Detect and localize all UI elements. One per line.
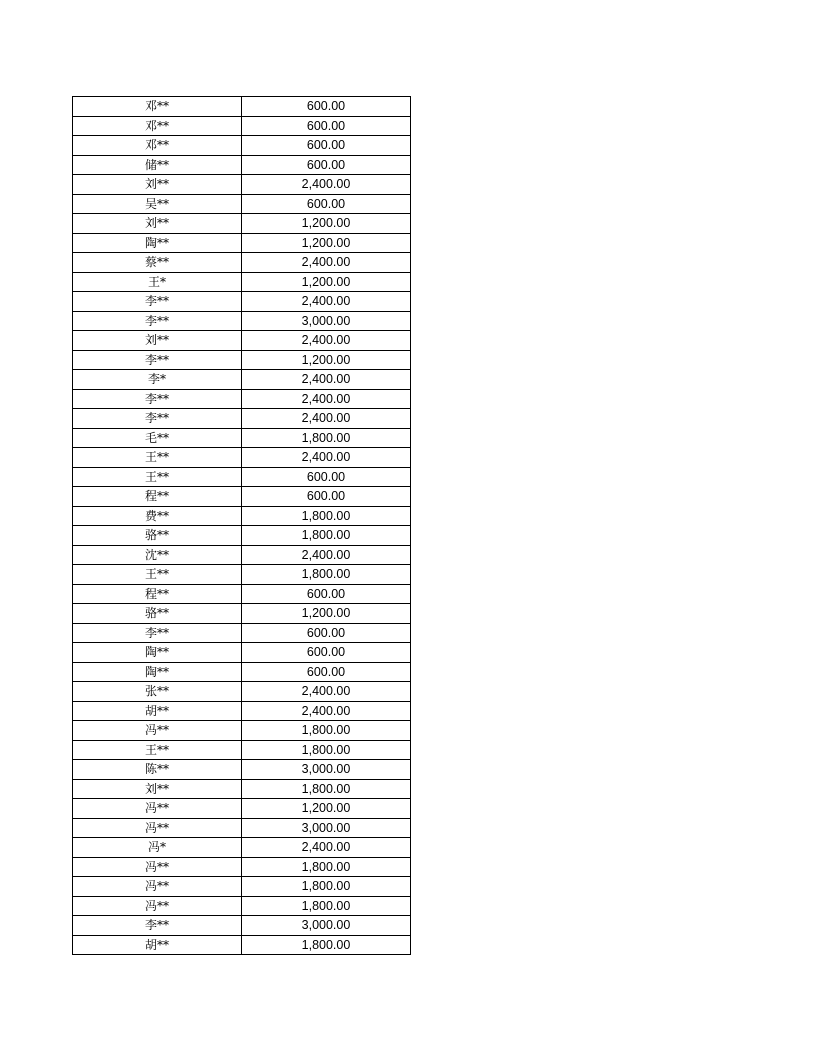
amount-cell: 600.00 bbox=[242, 97, 411, 117]
name-cell: 刘** bbox=[73, 331, 242, 351]
table-row bbox=[73, 155, 411, 175]
name-cell: 程** bbox=[73, 584, 242, 604]
amount-cell: 1,200.00 bbox=[242, 799, 411, 819]
table-row bbox=[73, 799, 411, 819]
name-cell: 邓** bbox=[73, 116, 242, 136]
name-cell: 陶** bbox=[73, 662, 242, 682]
table-row bbox=[73, 448, 411, 468]
name-cell: 李** bbox=[73, 292, 242, 312]
table-row bbox=[73, 662, 411, 682]
amount-cell: 2,400.00 bbox=[242, 175, 411, 195]
amount-cell: 2,400.00 bbox=[242, 389, 411, 409]
amount-cell: 2,400.00 bbox=[242, 292, 411, 312]
amount-cell: 3,000.00 bbox=[242, 311, 411, 331]
name-cell: 陶** bbox=[73, 643, 242, 663]
name-cell: 李** bbox=[73, 916, 242, 936]
name-cell: 邓** bbox=[73, 136, 242, 156]
name-cell: 邓** bbox=[73, 97, 242, 117]
name-cell: 李** bbox=[73, 389, 242, 409]
amount-cell: 1,800.00 bbox=[242, 877, 411, 897]
table-row bbox=[73, 584, 411, 604]
amount-cell: 1,800.00 bbox=[242, 565, 411, 585]
table-row bbox=[73, 857, 411, 877]
amount-cell: 1,200.00 bbox=[242, 233, 411, 253]
name-cell: 骆** bbox=[73, 604, 242, 624]
table-row bbox=[73, 253, 411, 273]
name-cell: 沈** bbox=[73, 545, 242, 565]
table-row bbox=[73, 701, 411, 721]
amount-cell: 600.00 bbox=[242, 584, 411, 604]
name-cell: 陶** bbox=[73, 233, 242, 253]
table-row bbox=[73, 116, 411, 136]
name-cell: 李** bbox=[73, 623, 242, 643]
name-cell: 骆** bbox=[73, 526, 242, 546]
amount-cell: 600.00 bbox=[242, 467, 411, 487]
amount-cell: 1,800.00 bbox=[242, 506, 411, 526]
table-row bbox=[73, 916, 411, 936]
amount-cell: 1,800.00 bbox=[242, 857, 411, 877]
name-cell: 刘** bbox=[73, 779, 242, 799]
table-row bbox=[73, 311, 411, 331]
table-row bbox=[73, 233, 411, 253]
table-row bbox=[73, 389, 411, 409]
name-cell: 胡** bbox=[73, 935, 242, 955]
amount-cell: 1,800.00 bbox=[242, 428, 411, 448]
amount-cell: 2,400.00 bbox=[242, 545, 411, 565]
amount-cell: 600.00 bbox=[242, 487, 411, 507]
name-cell: 冯** bbox=[73, 799, 242, 819]
amount-cell: 3,000.00 bbox=[242, 818, 411, 838]
name-cell: 冯* bbox=[73, 838, 242, 858]
table-row bbox=[73, 877, 411, 897]
name-cell: 程** bbox=[73, 487, 242, 507]
table-row bbox=[73, 545, 411, 565]
amount-cell: 3,000.00 bbox=[242, 760, 411, 780]
amount-cell: 1,800.00 bbox=[242, 740, 411, 760]
name-cell: 王** bbox=[73, 467, 242, 487]
amount-cell: 2,400.00 bbox=[242, 370, 411, 390]
table-row bbox=[73, 506, 411, 526]
amount-cell: 1,200.00 bbox=[242, 272, 411, 292]
table-row bbox=[73, 136, 411, 156]
table-row bbox=[73, 370, 411, 390]
table-row bbox=[73, 214, 411, 234]
amount-cell: 1,800.00 bbox=[242, 526, 411, 546]
table-row bbox=[73, 526, 411, 546]
table-row bbox=[73, 97, 411, 117]
table-row bbox=[73, 779, 411, 799]
name-cell: 冯** bbox=[73, 877, 242, 897]
table-row bbox=[73, 292, 411, 312]
name-cell: 储** bbox=[73, 155, 242, 175]
table-row bbox=[73, 838, 411, 858]
payment-table-body bbox=[73, 97, 411, 955]
amount-cell: 2,400.00 bbox=[242, 701, 411, 721]
name-cell: 吴** bbox=[73, 194, 242, 214]
table-row bbox=[73, 331, 411, 351]
name-cell: 胡** bbox=[73, 701, 242, 721]
amount-cell: 600.00 bbox=[242, 194, 411, 214]
amount-cell: 1,800.00 bbox=[242, 896, 411, 916]
table-row bbox=[73, 272, 411, 292]
amount-cell: 1,200.00 bbox=[242, 214, 411, 234]
table-row bbox=[73, 623, 411, 643]
amount-cell: 600.00 bbox=[242, 136, 411, 156]
amount-cell: 3,000.00 bbox=[242, 916, 411, 936]
name-cell: 刘** bbox=[73, 214, 242, 234]
table-row bbox=[73, 935, 411, 955]
table-row bbox=[73, 740, 411, 760]
table-row bbox=[73, 604, 411, 624]
name-cell: 王** bbox=[73, 448, 242, 468]
amount-cell: 1,800.00 bbox=[242, 935, 411, 955]
name-cell: 李** bbox=[73, 350, 242, 370]
amount-cell: 600.00 bbox=[242, 662, 411, 682]
payment-table bbox=[72, 96, 411, 955]
table-row bbox=[73, 818, 411, 838]
name-cell: 蔡** bbox=[73, 253, 242, 273]
name-cell: 王** bbox=[73, 565, 242, 585]
name-cell: 陈** bbox=[73, 760, 242, 780]
name-cell: 王** bbox=[73, 740, 242, 760]
table-row bbox=[73, 487, 411, 507]
table-row bbox=[73, 682, 411, 702]
name-cell: 李** bbox=[73, 409, 242, 429]
amount-cell: 2,400.00 bbox=[242, 448, 411, 468]
name-cell: 冯** bbox=[73, 857, 242, 877]
amount-cell: 600.00 bbox=[242, 623, 411, 643]
table-row bbox=[73, 643, 411, 663]
table-row bbox=[73, 467, 411, 487]
table-row bbox=[73, 194, 411, 214]
table-row bbox=[73, 721, 411, 741]
amount-cell: 2,400.00 bbox=[242, 253, 411, 273]
amount-cell: 1,800.00 bbox=[242, 779, 411, 799]
table-row bbox=[73, 409, 411, 429]
name-cell: 费** bbox=[73, 506, 242, 526]
table-row bbox=[73, 175, 411, 195]
amount-cell: 2,400.00 bbox=[242, 682, 411, 702]
name-cell: 刘** bbox=[73, 175, 242, 195]
amount-cell: 600.00 bbox=[242, 643, 411, 663]
amount-cell: 1,800.00 bbox=[242, 721, 411, 741]
name-cell: 冯** bbox=[73, 896, 242, 916]
name-cell: 毛** bbox=[73, 428, 242, 448]
amount-cell: 600.00 bbox=[242, 116, 411, 136]
name-cell: 冯** bbox=[73, 818, 242, 838]
table-row bbox=[73, 428, 411, 448]
name-cell: 王* bbox=[73, 272, 242, 292]
amount-cell: 2,400.00 bbox=[242, 409, 411, 429]
amount-cell: 600.00 bbox=[242, 155, 411, 175]
amount-cell: 2,400.00 bbox=[242, 838, 411, 858]
table-row bbox=[73, 896, 411, 916]
table-row bbox=[73, 760, 411, 780]
amount-cell: 2,400.00 bbox=[242, 331, 411, 351]
name-cell: 李** bbox=[73, 311, 242, 331]
name-cell: 冯** bbox=[73, 721, 242, 741]
name-cell: 张** bbox=[73, 682, 242, 702]
amount-cell: 1,200.00 bbox=[242, 604, 411, 624]
name-cell: 李* bbox=[73, 370, 242, 390]
amount-cell: 1,200.00 bbox=[242, 350, 411, 370]
table-row bbox=[73, 565, 411, 585]
table-row bbox=[73, 350, 411, 370]
